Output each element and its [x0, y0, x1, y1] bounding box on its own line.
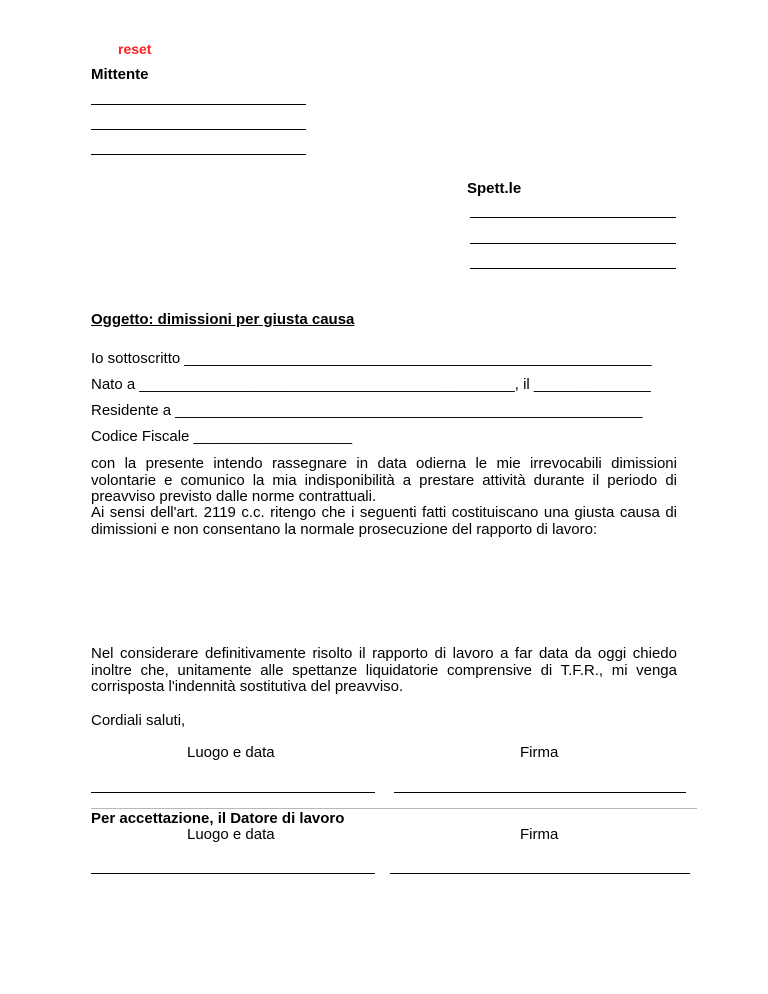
born-field[interactable]: Nato a _____________________________________________, il ______________	[91, 376, 651, 393]
resident-field[interactable]: Residente a ________________________________________________________	[91, 402, 643, 419]
employer-heading: Per accettazione, il Datore di lavoro	[91, 810, 345, 827]
signature-sign-line[interactable]	[394, 792, 686, 793]
body-paragraph-1: con la presente intendo rassegnare in data odierna le mie irrevocabili dimissioni volontarie e comunico la mia indisponibilità a prestare attività durante il periodo di preavviso previsto dalle norme contrattuali.	[91, 455, 677, 505]
employer-sign-label: Firma	[520, 826, 559, 843]
recipient-line-2[interactable]	[470, 243, 676, 244]
signature-place-date-line[interactable]	[91, 792, 375, 793]
sender-line-1[interactable]	[91, 104, 306, 105]
tax-code-field[interactable]: Codice Fiscale ___________________	[91, 428, 353, 445]
recipient-line-1[interactable]	[470, 217, 676, 218]
recipient-line-3[interactable]	[470, 268, 676, 269]
employer-place-date-label: Luogo e data	[187, 826, 275, 843]
signature-sign-label: Firma	[520, 744, 559, 761]
reset-link[interactable]: reset	[118, 41, 152, 57]
sender-label: Mittente	[91, 66, 149, 83]
subject-heading: Oggetto: dimissioni per giusta causa	[91, 311, 355, 328]
sender-line-3[interactable]	[91, 154, 306, 155]
body-paragraph-3: Nel considerare definitivamente risolto il rapporto di lavoro a far data da oggi chiedo inoltre che, unitamente alle spettanze liquidatorie comprensive di T.F.R., mi venga corrisposta l'indennità sostitutiva del preavviso.	[91, 645, 677, 695]
sender-line-2[interactable]	[91, 129, 306, 130]
undersigned-field[interactable]: Io sottoscritto ________________________________________________________	[91, 350, 652, 367]
section-divider	[91, 808, 697, 809]
signature-place-date-label: Luogo e data	[187, 744, 275, 761]
recipient-label: Spett.le	[467, 180, 522, 197]
body-paragraph-2: Ai sensi dell'art. 2119 c.c. ritengo che i seguenti fatti costituiscano una giusta causa di dimissioni e non consentano la normale prosecuzione del rapporto di lavoro:	[91, 504, 677, 538]
closing-text: Cordiali saluti,	[91, 712, 186, 729]
employer-place-date-line[interactable]	[91, 873, 375, 874]
employer-sign-line[interactable]	[390, 873, 690, 874]
